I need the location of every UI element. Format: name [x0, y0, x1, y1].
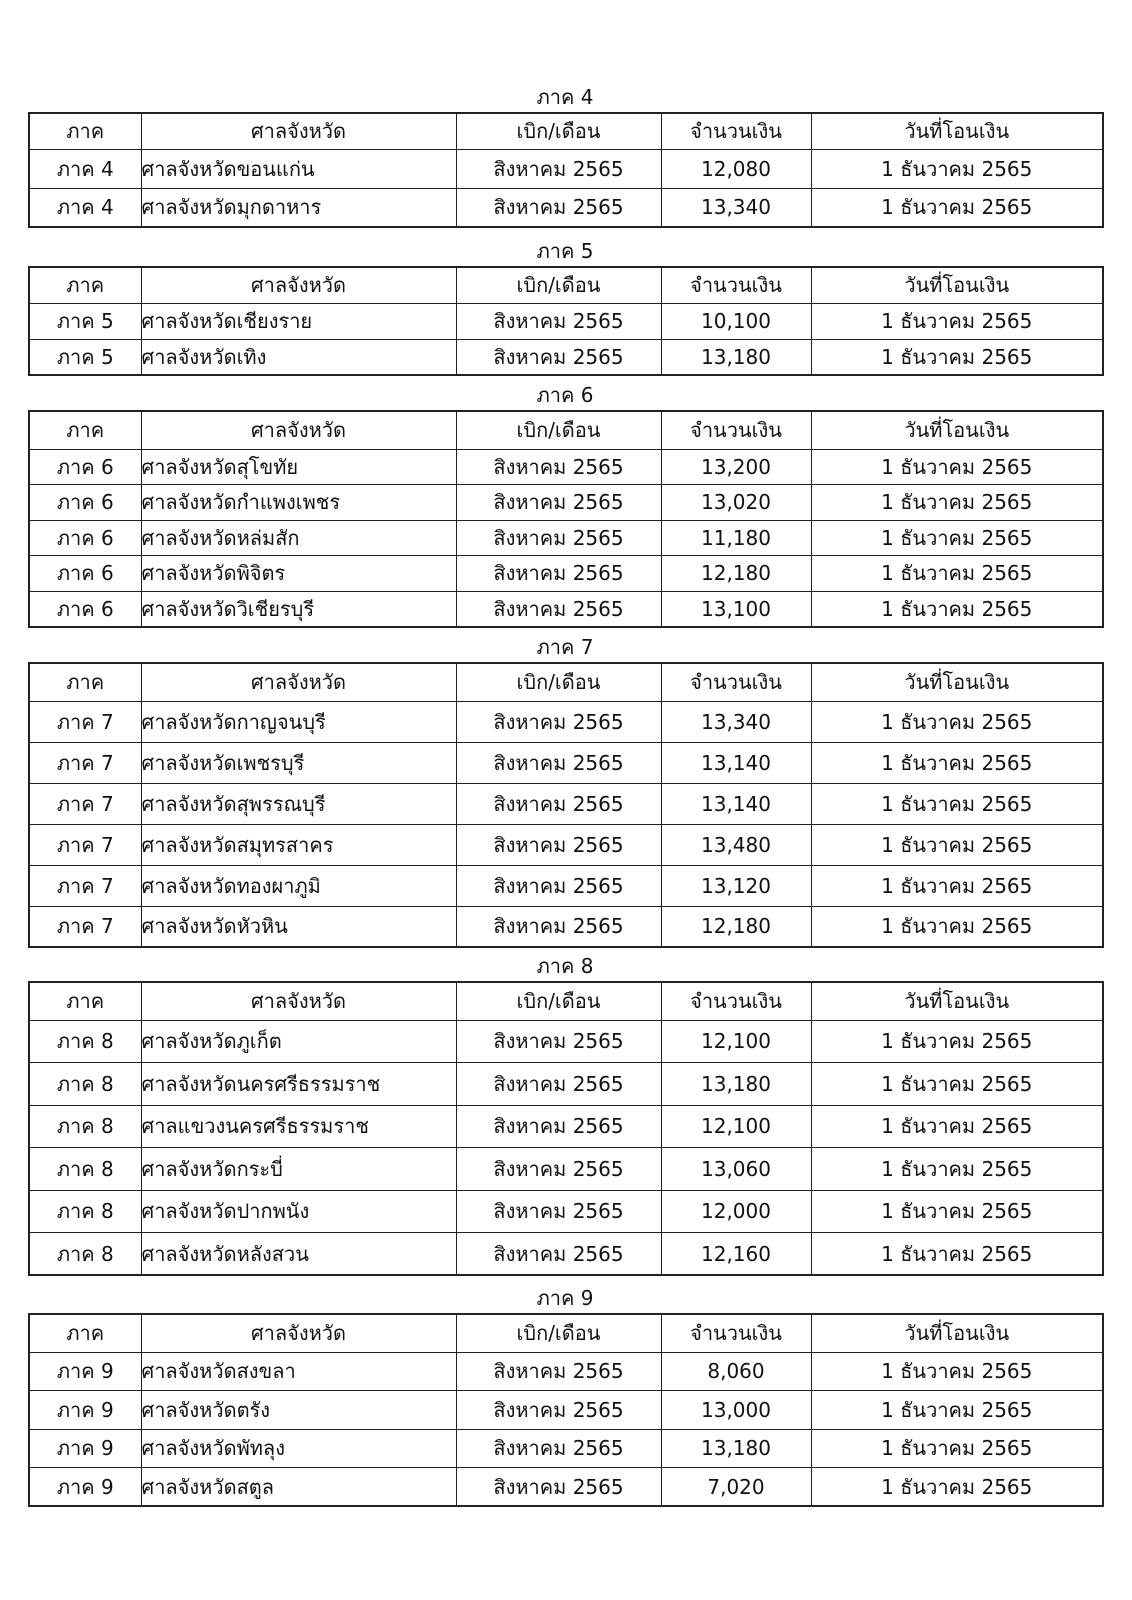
table-row: [29, 1352, 1103, 1391]
amount-cell: 13,480: [661, 824, 811, 865]
header-court: ศาลจังหวัด: [141, 267, 456, 303]
transfer-date-cell: 1 ธันวาคม 2565: [811, 1063, 1103, 1106]
region-section: [28, 953, 1102, 1276]
court-name-cell: ศาลจังหวัดสงขลา: [141, 1352, 456, 1391]
region-cell: ภาค 7: [29, 742, 141, 783]
amount-cell: 12,100: [661, 1105, 811, 1148]
table-row: [29, 149, 1103, 188]
month-cell: สิงหาคม 2565: [456, 556, 661, 592]
transfer-date-cell: 1 ธันวาคม 2565: [811, 1429, 1103, 1468]
header-transfer-date: วันที่โอนเงิน: [811, 113, 1103, 149]
payment-table: [28, 410, 1104, 628]
table-row: [29, 1020, 1103, 1063]
amount-cell: 12,000: [661, 1190, 811, 1233]
header-month: เบิก/เดือน: [456, 411, 661, 449]
amount-cell: 13,140: [661, 783, 811, 824]
region-cell: ภาค 7: [29, 906, 141, 947]
table-row: [29, 824, 1103, 865]
header-amount: จำนวนเงิน: [661, 267, 811, 303]
amount-cell: 12,180: [661, 556, 811, 592]
header-month: เบิก/เดือน: [456, 267, 661, 303]
court-name-cell: ศาลจังหวัดภูเก็ต: [141, 1020, 456, 1063]
court-name-cell: ศาลจังหวัดเทิง: [141, 339, 456, 375]
header-region: ภาค: [29, 982, 141, 1020]
transfer-date-cell: 1 ธันวาคม 2565: [811, 556, 1103, 592]
court-name-cell: ศาลจังหวัดเพชรบุรี: [141, 742, 456, 783]
header-court: ศาลจังหวัด: [141, 113, 456, 149]
section-title: ภาค 7: [536, 635, 594, 659]
table-header-row: [29, 411, 1103, 449]
region-cell: ภาค 9: [29, 1352, 141, 1391]
month-cell: สิงหาคม 2565: [456, 449, 661, 485]
month-cell: สิงหาคม 2565: [456, 188, 661, 227]
table-row: [29, 339, 1103, 375]
transfer-date-cell: 1 ธันวาคม 2565: [811, 1391, 1103, 1430]
month-cell: สิงหาคม 2565: [456, 1148, 661, 1191]
court-name-cell: ศาลจังหวัดสมุทรสาคร: [141, 824, 456, 865]
header-region: ภาค: [29, 267, 141, 303]
table-row: [29, 556, 1103, 592]
table-header-row: [29, 1314, 1103, 1352]
region-cell: ภาค 9: [29, 1468, 141, 1507]
section-title: ภาค 5: [536, 239, 594, 263]
table-row: [29, 865, 1103, 906]
transfer-date-cell: 1 ธันวาคม 2565: [811, 1020, 1103, 1063]
header-court: ศาลจังหวัด: [141, 982, 456, 1020]
amount-cell: 12,080: [661, 149, 811, 188]
month-cell: สิงหาคม 2565: [456, 1190, 661, 1233]
table-row: [29, 1468, 1103, 1507]
table-row: [29, 1190, 1103, 1233]
region-cell: ภาค 8: [29, 1020, 141, 1063]
transfer-date-cell: 1 ธันวาคม 2565: [811, 1190, 1103, 1233]
transfer-date-cell: 1 ธันวาคม 2565: [811, 783, 1103, 824]
region-cell: ภาค 6: [29, 449, 141, 485]
region-section: [28, 1285, 1102, 1507]
court-name-cell: ศาลจังหวัดเชียงราย: [141, 303, 456, 339]
header-region: ภาค: [29, 113, 141, 149]
region-cell: ภาค 4: [29, 149, 141, 188]
amount-cell: 13,140: [661, 742, 811, 783]
header-amount: จำนวนเงิน: [661, 113, 811, 149]
table-header-row: [29, 267, 1103, 303]
header-transfer-date: วันที่โอนเงิน: [811, 982, 1103, 1020]
region-cell: ภาค 8: [29, 1190, 141, 1233]
transfer-date-cell: 1 ธันวาคม 2565: [811, 1233, 1103, 1276]
table-row: [29, 1063, 1103, 1106]
court-name-cell: ศาลจังหวัดทองผาภูมิ: [141, 865, 456, 906]
month-cell: สิงหาคม 2565: [456, 303, 661, 339]
header-transfer-date: วันที่โอนเงิน: [811, 411, 1103, 449]
table-row: [29, 485, 1103, 521]
court-name-cell: ศาลจังหวัดหัวหิน: [141, 906, 456, 947]
month-cell: สิงหาคม 2565: [456, 485, 661, 521]
transfer-date-cell: 1 ธันวาคม 2565: [811, 824, 1103, 865]
table-row: [29, 701, 1103, 742]
month-cell: สิงหาคม 2565: [456, 339, 661, 375]
amount-cell: 10,100: [661, 303, 811, 339]
transfer-date-cell: 1 ธันวาคม 2565: [811, 1148, 1103, 1191]
month-cell: สิงหาคม 2565: [456, 1233, 661, 1276]
transfer-date-cell: 1 ธันวาคม 2565: [811, 591, 1103, 627]
table-row: [29, 906, 1103, 947]
header-transfer-date: วันที่โอนเงิน: [811, 267, 1103, 303]
month-cell: สิงหาคม 2565: [456, 1391, 661, 1430]
transfer-date-cell: 1 ธันวาคม 2565: [811, 1468, 1103, 1507]
header-amount: จำนวนเงิน: [661, 982, 811, 1020]
month-cell: สิงหาคม 2565: [456, 824, 661, 865]
transfer-date-cell: 1 ธันวาคม 2565: [811, 339, 1103, 375]
region-cell: ภาค 7: [29, 824, 141, 865]
header-amount: จำนวนเงิน: [661, 663, 811, 701]
court-name-cell: ศาลจังหวัดกระบี่: [141, 1148, 456, 1191]
month-cell: สิงหาคม 2565: [456, 1468, 661, 1507]
region-section: [28, 634, 1102, 948]
amount-cell: 12,100: [661, 1020, 811, 1063]
region-cell: ภาค 7: [29, 865, 141, 906]
region-cell: ภาค 8: [29, 1105, 141, 1148]
month-cell: สิงหาคม 2565: [456, 1063, 661, 1106]
header-transfer-date: วันที่โอนเงิน: [811, 663, 1103, 701]
region-cell: ภาค 9: [29, 1429, 141, 1468]
amount-cell: 13,180: [661, 339, 811, 375]
court-name-cell: ศาลจังหวัดนครศรีธรรมราช: [141, 1063, 456, 1106]
header-region: ภาค: [29, 663, 141, 701]
court-name-cell: ศาลจังหวัดปากพนัง: [141, 1190, 456, 1233]
header-transfer-date: วันที่โอนเงิน: [811, 1314, 1103, 1352]
header-amount: จำนวนเงิน: [661, 411, 811, 449]
section-title: ภาค 9: [536, 1286, 594, 1310]
table-header-row: [29, 982, 1103, 1020]
region-cell: ภาค 7: [29, 701, 141, 742]
header-court: ศาลจังหวัด: [141, 1314, 456, 1352]
month-cell: สิงหาคม 2565: [456, 591, 661, 627]
month-cell: สิงหาคม 2565: [456, 1429, 661, 1468]
transfer-date-cell: 1 ธันวาคม 2565: [811, 742, 1103, 783]
month-cell: สิงหาคม 2565: [456, 906, 661, 947]
amount-cell: 13,020: [661, 485, 811, 521]
court-name-cell: ศาลจังหวัดพิจิตร: [141, 556, 456, 592]
table-row: [29, 742, 1103, 783]
court-name-cell: ศาลจังหวัดหลังสวน: [141, 1233, 456, 1276]
section-title: ภาค 8: [536, 954, 594, 978]
region-section: [28, 238, 1102, 376]
region-cell: ภาค 4: [29, 188, 141, 227]
transfer-date-cell: 1 ธันวาคม 2565: [811, 1105, 1103, 1148]
amount-cell: 13,340: [661, 188, 811, 227]
court-name-cell: ศาลจังหวัดกาญจนบุรี: [141, 701, 456, 742]
court-name-cell: ศาลจังหวัดขอนแก่น: [141, 149, 456, 188]
amount-cell: 13,180: [661, 1429, 811, 1468]
month-cell: สิงหาคม 2565: [456, 701, 661, 742]
table-row: [29, 303, 1103, 339]
region-section: [28, 382, 1102, 628]
transfer-date-cell: 1 ธันวาคม 2565: [811, 906, 1103, 947]
payment-table: [28, 112, 1104, 228]
header-court: ศาลจังหวัด: [141, 411, 456, 449]
region-cell: ภาค 9: [29, 1391, 141, 1430]
region-cell: ภาค 6: [29, 556, 141, 592]
court-name-cell: ศาลจังหวัดสุพรรณบุรี: [141, 783, 456, 824]
region-section: [28, 84, 1102, 228]
payment-table: [28, 266, 1104, 376]
table-row: [29, 1391, 1103, 1430]
month-cell: สิงหาคม 2565: [456, 1105, 661, 1148]
header-month: เบิก/เดือน: [456, 663, 661, 701]
header-court: ศาลจังหวัด: [141, 663, 456, 701]
table-header-row: [29, 663, 1103, 701]
amount-cell: 13,200: [661, 449, 811, 485]
amount-cell: 13,060: [661, 1148, 811, 1191]
table-header-row: [29, 113, 1103, 149]
section-title: ภาค 4: [536, 85, 594, 109]
month-cell: สิงหาคม 2565: [456, 1352, 661, 1391]
table-row: [29, 449, 1103, 485]
table-row: [29, 1148, 1103, 1191]
month-cell: สิงหาคม 2565: [456, 783, 661, 824]
court-name-cell: ศาลจังหวัดสตูล: [141, 1468, 456, 1507]
payment-table: [28, 1313, 1104, 1507]
transfer-date-cell: 1 ธันวาคม 2565: [811, 1352, 1103, 1391]
payment-table: [28, 662, 1104, 948]
amount-cell: 13,120: [661, 865, 811, 906]
court-name-cell: ศาลจังหวัดวิเชียรบุรี: [141, 591, 456, 627]
transfer-date-cell: 1 ธันวาคม 2565: [811, 865, 1103, 906]
table-row: [29, 1105, 1103, 1148]
region-cell: ภาค 8: [29, 1148, 141, 1191]
amount-cell: 13,340: [661, 701, 811, 742]
payment-table: [28, 981, 1104, 1276]
table-row: [29, 1233, 1103, 1276]
header-region: ภาค: [29, 1314, 141, 1352]
court-name-cell: ศาลจังหวัดมุกดาหาร: [141, 188, 456, 227]
amount-cell: 7,020: [661, 1468, 811, 1507]
table-row: [29, 520, 1103, 556]
court-name-cell: ศาลจังหวัดพัทลุง: [141, 1429, 456, 1468]
amount-cell: 13,100: [661, 591, 811, 627]
header-amount: จำนวนเงิน: [661, 1314, 811, 1352]
amount-cell: 12,180: [661, 906, 811, 947]
amount-cell: 11,180: [661, 520, 811, 556]
region-cell: ภาค 8: [29, 1063, 141, 1106]
region-cell: ภาค 6: [29, 520, 141, 556]
table-row: [29, 591, 1103, 627]
amount-cell: 8,060: [661, 1352, 811, 1391]
month-cell: สิงหาคม 2565: [456, 520, 661, 556]
region-cell: ภาค 6: [29, 485, 141, 521]
transfer-date-cell: 1 ธันวาคม 2565: [811, 485, 1103, 521]
month-cell: สิงหาคม 2565: [456, 149, 661, 188]
court-name-cell: ศาลจังหวัดสุโขทัย: [141, 449, 456, 485]
header-month: เบิก/เดือน: [456, 113, 661, 149]
amount-cell: 13,180: [661, 1063, 811, 1106]
region-cell: ภาค 7: [29, 783, 141, 824]
region-cell: ภาค 6: [29, 591, 141, 627]
transfer-date-cell: 1 ธันวาคม 2565: [811, 701, 1103, 742]
amount-cell: 13,000: [661, 1391, 811, 1430]
month-cell: สิงหาคม 2565: [456, 865, 661, 906]
transfer-date-cell: 1 ธันวาคม 2565: [811, 188, 1103, 227]
header-region: ภาค: [29, 411, 141, 449]
transfer-date-cell: 1 ธันวาคม 2565: [811, 520, 1103, 556]
transfer-date-cell: 1 ธันวาคม 2565: [811, 303, 1103, 339]
region-cell: ภาค 5: [29, 303, 141, 339]
court-name-cell: ศาลแขวงนครศรีธรรมราช: [141, 1105, 456, 1148]
table-row: [29, 1429, 1103, 1468]
month-cell: สิงหาคม 2565: [456, 742, 661, 783]
court-name-cell: ศาลจังหวัดหล่มสัก: [141, 520, 456, 556]
header-month: เบิก/เดือน: [456, 982, 661, 1020]
transfer-date-cell: 1 ธันวาคม 2565: [811, 149, 1103, 188]
section-title: ภาค 6: [536, 383, 594, 407]
table-row: [29, 188, 1103, 227]
header-month: เบิก/เดือน: [456, 1314, 661, 1352]
table-row: [29, 783, 1103, 824]
amount-cell: 12,160: [661, 1233, 811, 1276]
month-cell: สิงหาคม 2565: [456, 1020, 661, 1063]
transfer-date-cell: 1 ธันวาคม 2565: [811, 449, 1103, 485]
court-name-cell: ศาลจังหวัดกำแพงเพชร: [141, 485, 456, 521]
region-cell: ภาค 5: [29, 339, 141, 375]
court-name-cell: ศาลจังหวัดตรัง: [141, 1391, 456, 1430]
region-cell: ภาค 8: [29, 1233, 141, 1276]
